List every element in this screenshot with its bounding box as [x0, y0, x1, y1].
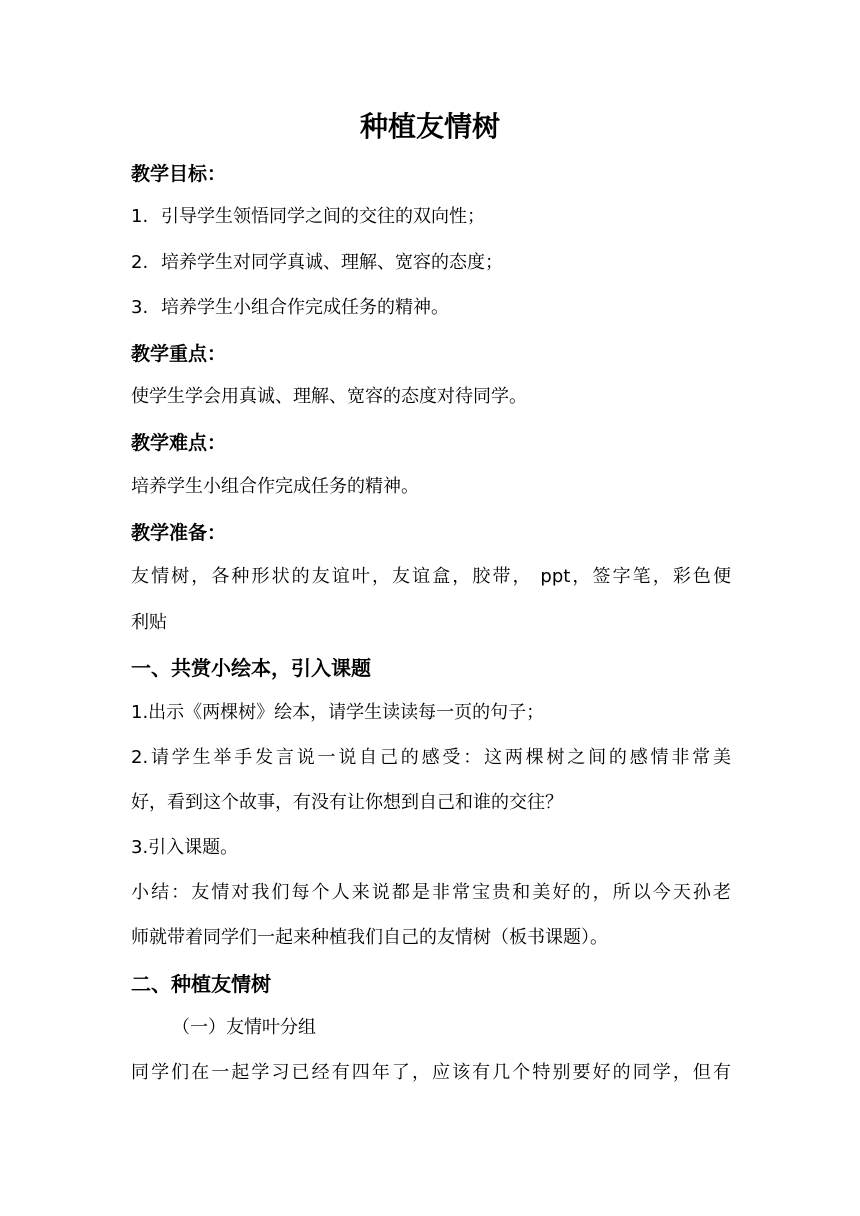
section-1-paragraph-2-line-1: 2.请学生举手发言说一说自己的感受：这两棵树之间的感情非常美	[131, 747, 731, 768]
objective-number: 2.	[131, 252, 149, 273]
key-point-text: 使学生学会用真诚、理解、宽容的态度对待同学。	[131, 386, 527, 407]
objective-text: 培养学生对同学真诚、理解、宽容的态度；	[161, 252, 503, 273]
objective-text: 引导学生领悟同学之间的交往的双向性；	[161, 206, 485, 227]
objective-number: 3.	[131, 297, 149, 318]
document-title: 种植友情树	[359, 110, 500, 143]
preparation-text-line-1: 友情树，各种形状的友谊叶，友谊盒，胶带， ppt，签字笔，彩色便	[131, 566, 731, 587]
objective-item-3	[131, 294, 731, 322]
section-1-paragraph-1: 1.出示《两棵树》绘本，请学生读读每一页的句子；	[131, 702, 545, 723]
section-1-summary-line-2: 师就带着同学们一起来种植我们自己的友情树（板书课题）。	[131, 927, 608, 948]
objectives-heading: 教学目标：	[131, 163, 227, 185]
section-2-subheading: （一）友情叶分组	[172, 1017, 316, 1038]
objective-text: 培养学生小组合作完成任务的精神。	[161, 297, 449, 318]
objective-item-2	[131, 249, 731, 277]
section-1-heading: 一、共赏小绘本，引入课题	[131, 656, 371, 680]
section-2-heading: 二、种植友情树	[131, 972, 271, 996]
objective-number: 1.	[131, 206, 149, 227]
section-1-paragraph-3: 3.引入课题。	[131, 837, 239, 858]
key-point-heading: 教学重点：	[131, 343, 227, 365]
difficulty-text: 培养学生小组合作完成任务的精神。	[131, 476, 419, 497]
preparation-heading: 教学准备：	[131, 522, 227, 544]
difficulty-heading: 教学难点：	[131, 432, 227, 454]
objective-item-1	[131, 203, 731, 231]
section-1-paragraph-2-line-2: 好，看到这个故事，有没有让你想到自己和谁的交往？	[131, 792, 563, 813]
section-2-paragraph-1-line-1: 同学们在一起学习已经有四年了，应该有几个特别要好的同学，但有	[131, 1062, 731, 1083]
preparation-text-line-2: 利贴	[131, 612, 167, 633]
section-1-summary-line-1: 小结：友情对我们每个人来说都是非常宝贵和美好的，所以今天孙老	[131, 882, 731, 903]
